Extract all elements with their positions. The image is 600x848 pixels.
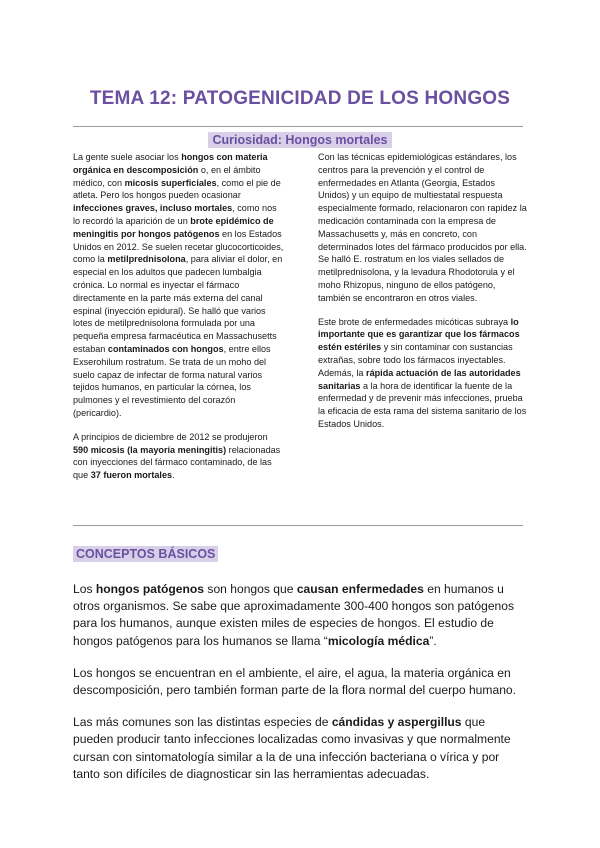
body-paragraph xyxy=(73,665,528,699)
text-run: a la hora de identificar la fuente de la enfermedad y de prevenir más infecciones, prueba la eficacia de esta rama del sistema sanitario de los Estados Unidos. xyxy=(318,380,527,429)
title-divider xyxy=(73,126,523,127)
text-run: o, en el ámbito médico, con xyxy=(73,164,261,188)
bold-text: 37 fueron mortales xyxy=(90,470,173,481)
text-run: A principios de diciembre de 2012 se produjeron xyxy=(73,431,268,442)
box-divider xyxy=(73,525,523,526)
text-run: y sin contaminar con sustancias extrañas, sobre todo los fármacos inyectables. Además, la xyxy=(318,342,513,378)
text-run: son hongos que xyxy=(204,582,297,596)
text-run: , como nos lo recordó la aparición de un xyxy=(73,203,277,226)
bold-text: causan enfermedades xyxy=(296,582,424,596)
curiosity-right-column xyxy=(318,151,528,442)
text-run: en humanos u otros organismos. Se sabe que aproximadamente 300-400 hongos son patógenos para los humanos, aunque existen miles de especies de hongos. El estudio de hongos patógenos para los humanos se llama “ xyxy=(73,582,515,648)
bold-text: lo importante que es garantizar que los fármacos estén estériles xyxy=(318,316,520,353)
bold-text: rápida actuación de las autoridades sanitarias xyxy=(318,367,521,391)
bold-text: brote epidémico de meningitis por hongos patógenos xyxy=(73,215,274,239)
text-run: La gente suele asociar los xyxy=(73,152,182,162)
text-run: Este brote de enfermedades micóticas subraya xyxy=(318,316,511,327)
bold-text: 590 micosis (la mayoría meningitis) xyxy=(73,444,227,455)
curiosity-paragraph xyxy=(318,151,528,305)
page-title: TEMA 12: PATOGENICIDAD DE LOS HONGOS xyxy=(89,88,511,109)
bold-text: micosis superficiales xyxy=(124,177,217,188)
body-paragraph xyxy=(73,581,528,650)
curiosity-paragraph xyxy=(318,316,528,431)
body-paragraph xyxy=(73,714,528,783)
bold-text: contaminados con hongos xyxy=(107,343,224,354)
text-run: . xyxy=(172,470,175,481)
text-run: Los xyxy=(73,582,96,596)
text-run: ”. xyxy=(429,633,437,648)
bold-text: metilprednisolona xyxy=(107,254,186,265)
curiosity-paragraph xyxy=(73,431,285,482)
bold-text: hongos con materia orgánica en descomposición xyxy=(73,152,268,175)
text-run: Con las técnicas epidemiológicas estándares, los centros para la prevención y el control de enfermedades en Atlanta (Georgia, Estados Unidos) y un equipo de multiestatal respuesta especialmente formado, relacionaron con rapidez la medicación contaminada con la empresa de Massachusetts y, más en concreto, con determinados lotes del fármaco producidos por ella. Se halló E. rostratum en los viales sellados de metilprednisolona, y la levadura Rhodotorula y el moho Rhizopus, ninguno de ellos patógeno, también se encontraron en otros viales. xyxy=(318,152,527,303)
text-run: , para aliviar el dolor, en especial en los adultos que padecen lumbalgia crónica. Lo normal es inyectar el fármaco directamente en la parte más externa del canal espinal (inyección epidural). Se halló que varios lotes de metilprednisolona formulada por una pequeña empresa farmacéutica en Massachusetts estaban xyxy=(73,254,283,354)
text-run: que pueden producir tanto infecciones localizadas como invasivas y que normalmente cursan con sintomatología similar a la de una infección bacteriana o vírica y por tanto son difíciles de diagnosticar sin las herramientas adecuadas. xyxy=(73,715,511,781)
bold-text: hongos patógenos xyxy=(95,582,205,596)
text-run: , entre ellos Exserohilum rostratum. Se trata de un moho del suelo capaz de infectar de forma natural varios tejidos humanos, en particular la córnea, los pulmones y el revestimiento del corazón (pericardio). xyxy=(73,343,271,418)
text-run: Las más comunes son las distintas especies de xyxy=(73,715,332,730)
curiosity-box-title: Curiosidad: Hongos mortales xyxy=(208,132,391,148)
curiosity-box-header xyxy=(0,131,600,149)
text-run: relacionadas con inyecciones del fármaco contaminado, de las que xyxy=(73,444,281,481)
bold-text: cándidas y aspergillus xyxy=(331,715,462,730)
text-run: en los Estados Unidos en 2012. Se suelen recetar glucocorticoides, como la xyxy=(73,228,284,265)
bold-text: infecciones graves, incluso mortales xyxy=(73,203,233,214)
main-content xyxy=(73,581,528,798)
text-run: , como el pie de atleta. Pero los hongos pueden ocasionar xyxy=(73,177,281,201)
curiosity-left-column xyxy=(73,151,285,493)
bold-text: micología médica xyxy=(327,633,430,648)
section-heading: CONCEPTOS BÁSICOS xyxy=(73,546,218,562)
curiosity-paragraph xyxy=(73,151,285,420)
text-run: Los hongos se encuentran en el ambiente, el aire, el agua, la materia orgánica en descomposición, pero también forman parte de la flora normal del cuerpo humano. xyxy=(73,665,517,698)
